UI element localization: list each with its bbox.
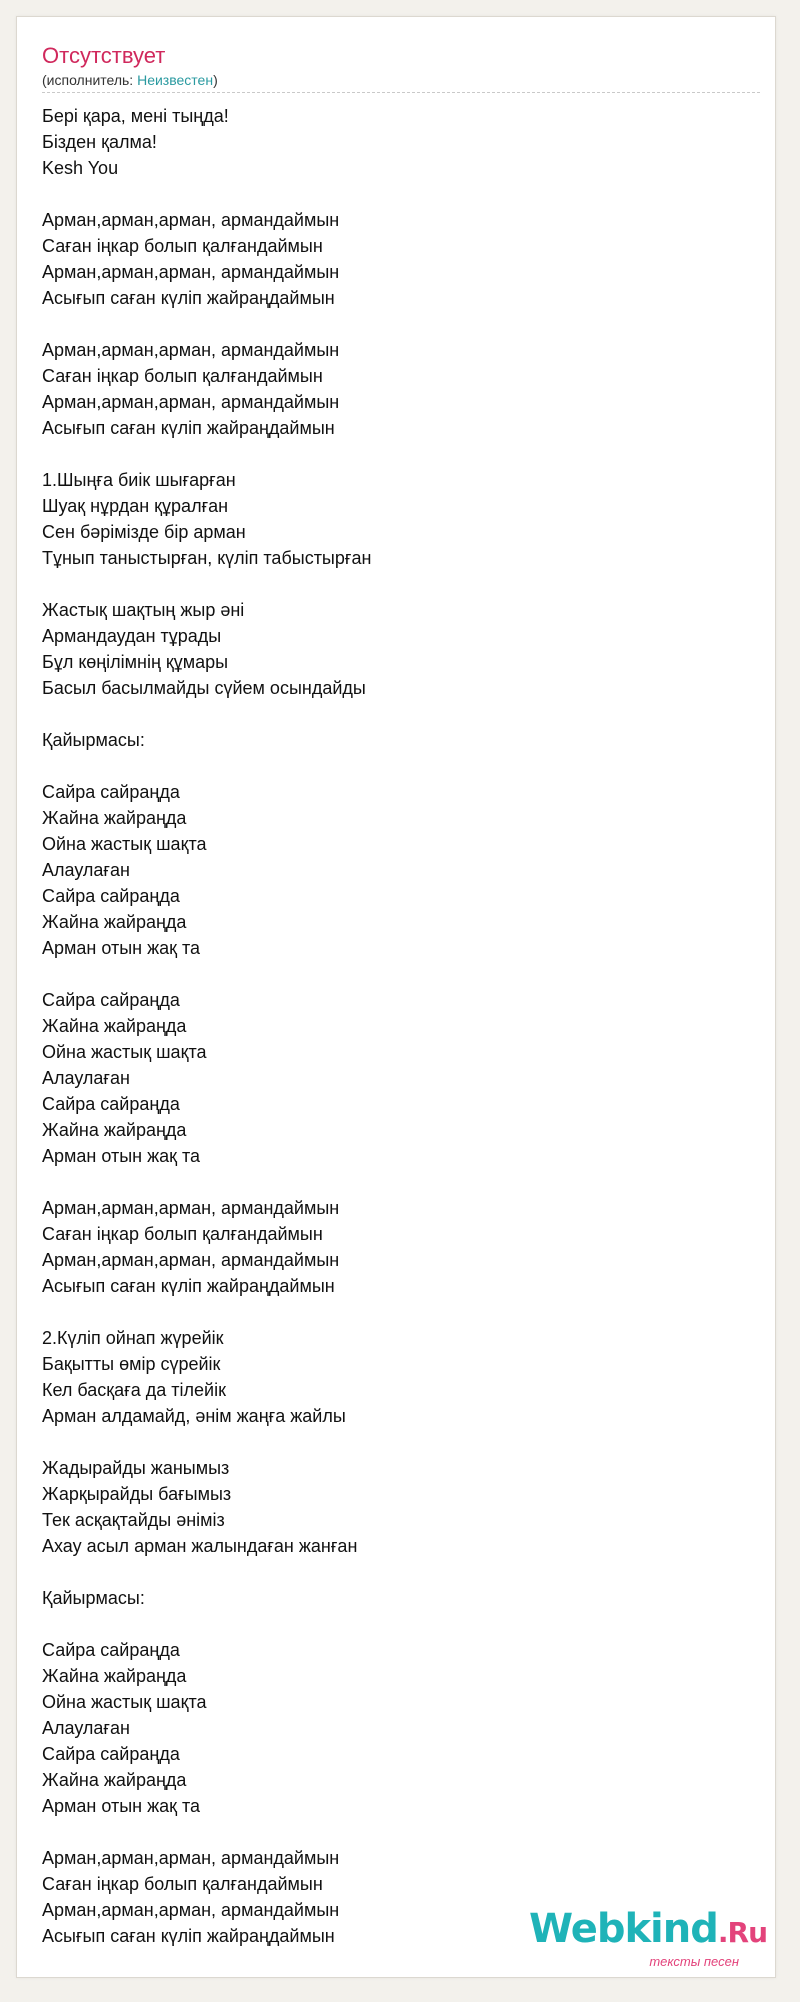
- logo-suffix-text: .Ru: [717, 1916, 768, 1949]
- artist-link[interactable]: Неизвестен: [137, 72, 214, 88]
- header-divider: [42, 92, 760, 93]
- artist-line: [42, 71, 760, 89]
- artist-suffix: ): [213, 72, 218, 88]
- song-title: Отсутствует: [42, 43, 166, 68]
- logo-wordmark: [529, 1906, 768, 1955]
- logo-main-text: Webkind: [529, 1906, 718, 1952]
- logo-tagline: тексты песен: [649, 1954, 739, 1969]
- artist-prefix: (исполнитель:: [42, 72, 138, 88]
- lyrics-text: Бері қара, мені тыңда! Бізден қалма! Kesh You Арман,арман,арман, армандаймын Саған іңкар болып қалғандаймын Арман,арман,арман, армандаймын Асығып саған күліп жайраңдаймын Арман,арман,арман, армандаймын Саған іңкар болып қалғандаймын Арман,арман,арман, армандаймын Асығып саған күліп жайраңдаймын 1.Шыңға биік шығарған Шуақ нұрдан құралған Сен бәрімізде бір арман Тұнып таныстырған, күліп табыстырған Жастық шақтың жыр әні Армандаудан тұрады Бұл көңілімнің құмары Басыл басылмайды сүйем осындайды Қайырмасы: Сайра сайраңда Жайна жайраңда Ойна жастық шақта Алаулаған Сайра сайраңда Жайна жайраңда Арман отын жақ та Сайра сайраңда Жайна жайраңда Ойна жастық шақта Алаулаған Сайра сайраңда Жайна жайраңда Арман отын жақ та Арман,арман,арман, армандаймын Саған іңкар болып қалғандаймын Арман,арман,арман, армандаймын Асығып саған күліп жайраңдаймын 2.Күліп ойнап жүрейік Бақытты өмір сүрейік Кел басқаға да тілейік Арман алдамайд, әнім жаңға жайлы Жадырайды жанымыз Жарқырайды бағымыз Тек асқақтайды әніміз Ахау асыл арман жалындаған жанған Қайырмасы: Сайра сайраңда Жайна жайраңда Ойна жастық шақта Алаулаған Сайра сайраңда Жайна жайраңда Арман отын жақ та Арман,арман,арман, армандаймын Саған іңкар болып қалғандаймын Арман,арман,арман, армандаймын Асығып саған күліп жайраңдаймын: [42, 106, 372, 1946]
- song-header: [42, 41, 760, 89]
- lyrics-card: [16, 16, 776, 1978]
- webkind-logo[interactable]: [529, 1906, 768, 1977]
